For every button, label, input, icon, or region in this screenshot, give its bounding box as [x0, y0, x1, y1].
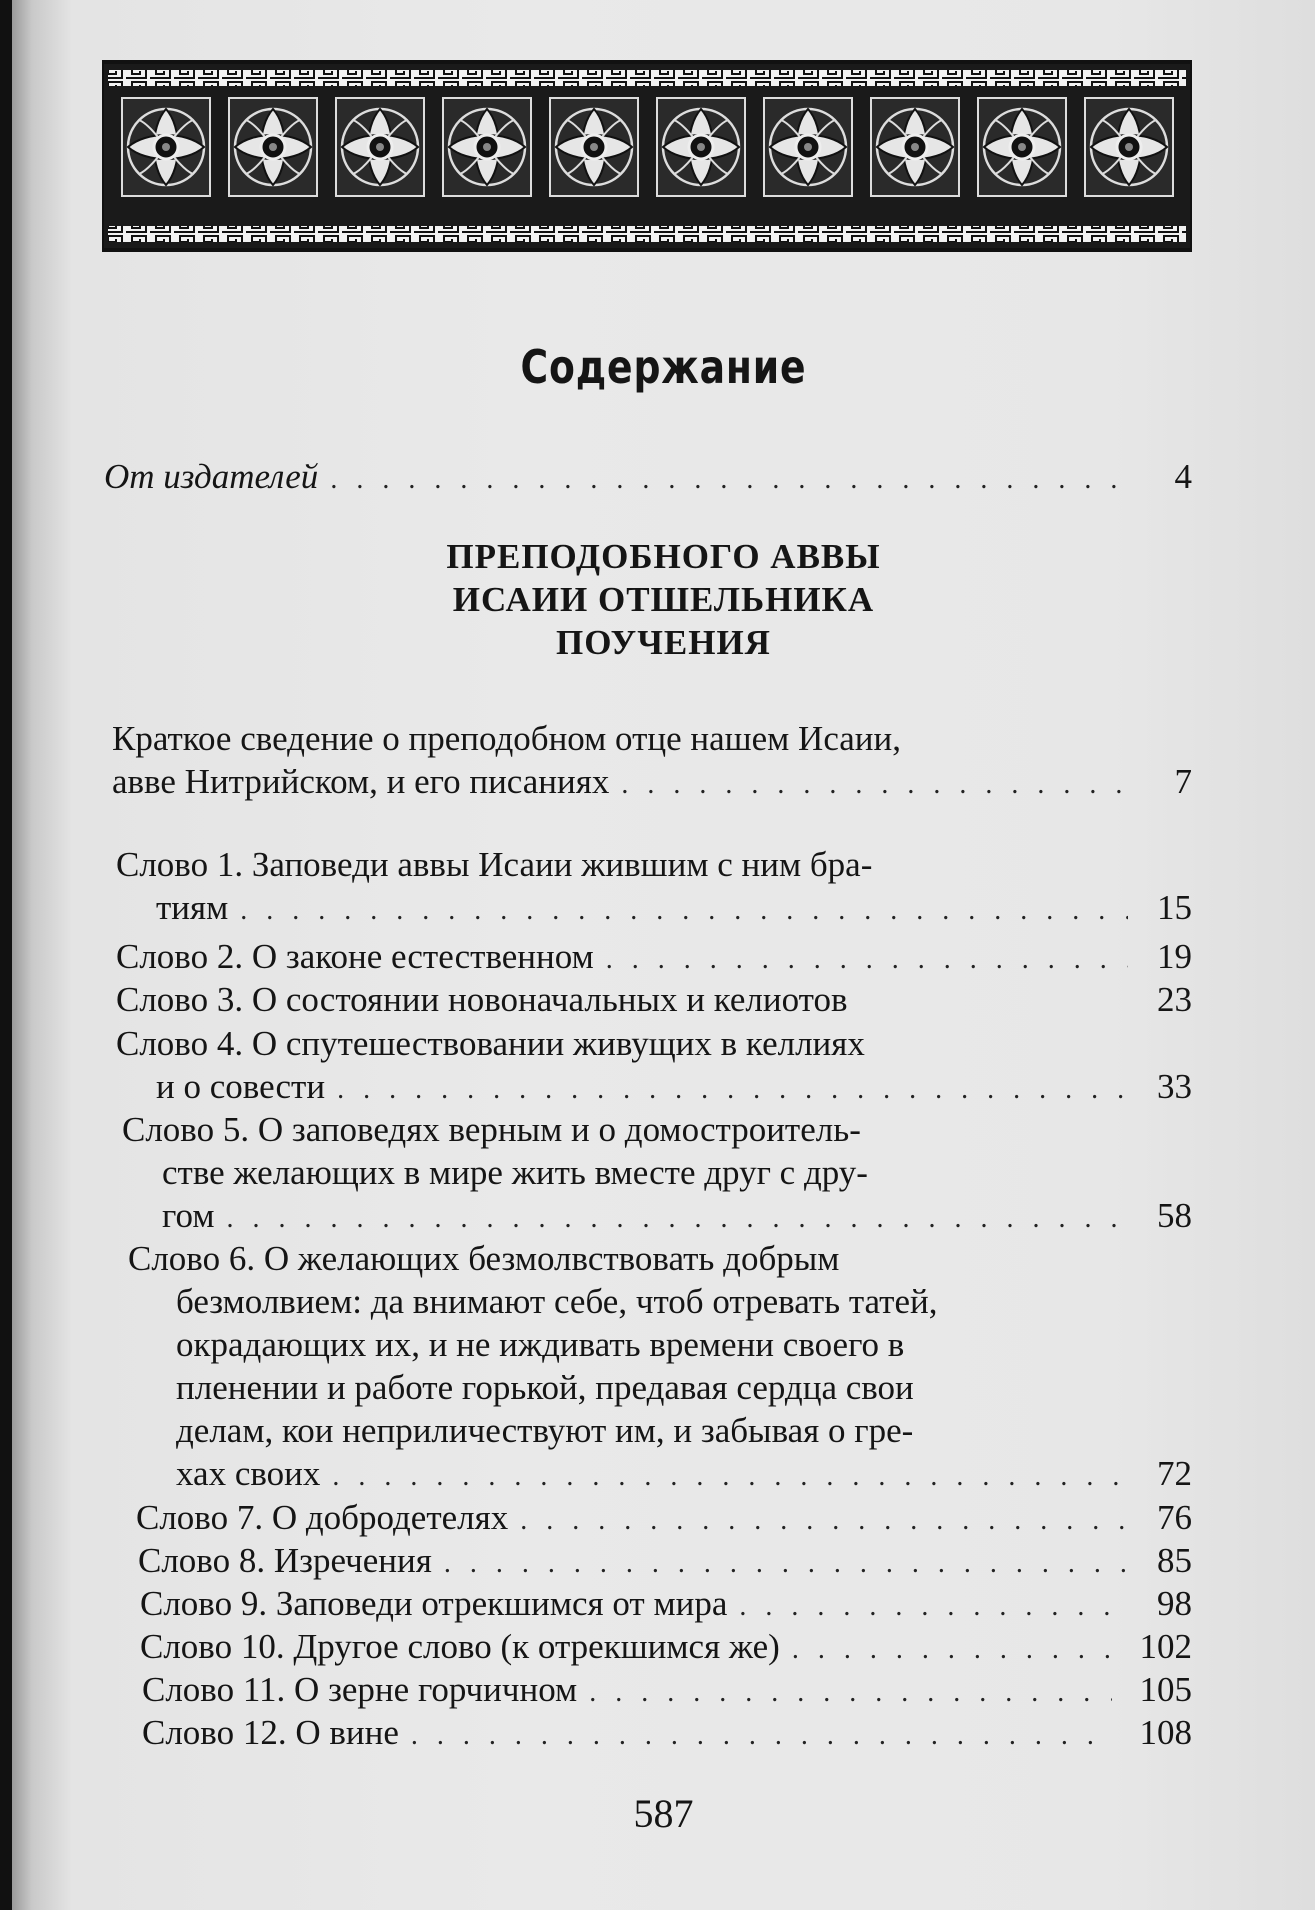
toc-page-number: 15: [1157, 888, 1192, 927]
toc-entry: [140, 1582, 1192, 1628]
book-page: [12, 0, 1315, 1910]
toc-page-number: 102: [1139, 1627, 1192, 1666]
toc-entry-line: авве Нитрийском, и его писаниях: [112, 762, 610, 801]
toc-entry-line: безмолвием: да внимают себе, чтоб отревать татей,: [176, 1282, 938, 1321]
toc-entry-line: Слово 9. Заповеди отрекшимся от мира: [140, 1584, 728, 1623]
leader-dots: [606, 938, 1128, 981]
toc-entry-line: Слово 5. О заповедях верным и о домостроитель-: [122, 1110, 861, 1149]
leader-dots: [226, 1197, 1128, 1240]
toc-entry-line: Слово 11. О зерне горчичном: [142, 1670, 578, 1709]
toc-page-number: 33: [1157, 1067, 1192, 1106]
leader-dots: [739, 1585, 1128, 1628]
toc-entry-line: пленении и работе горькой, предавая сердца свои: [176, 1368, 914, 1407]
toc-page-number: 98: [1157, 1584, 1192, 1623]
section-heading-line2: ИСАИИ ОТШЕЛЬНИКА: [452, 580, 875, 619]
leader-dots: [520, 1499, 1128, 1542]
page-title: Содержание: [520, 340, 807, 394]
toc-page-number: 4: [1174, 457, 1192, 496]
toc-entry-line: Слово 10. Другое слово (к отрекшимся же): [140, 1627, 780, 1666]
table-of-contents: [12, 0, 1315, 1910]
toc-entry-line: Слово 12. О вине: [142, 1713, 399, 1752]
toc-page-number: 76: [1157, 1498, 1192, 1537]
toc-entry: [116, 843, 1192, 932]
toc-entry: [112, 717, 1192, 806]
toc-entry: [140, 1625, 1192, 1671]
toc-entry: [138, 1539, 1192, 1585]
toc-entry-label: От издателей: [104, 457, 319, 496]
page-number: 587: [633, 1791, 694, 1836]
leader-dots: [240, 889, 1128, 932]
toc-entry-line: хах своих: [176, 1454, 321, 1493]
leader-dots: [411, 1714, 1112, 1757]
leader-dots: [589, 1671, 1112, 1714]
leader-dots: [337, 1068, 1128, 1111]
toc-entry: [136, 1496, 1192, 1542]
leader-dots: [332, 1455, 1128, 1498]
toc-entry: [116, 1022, 1192, 1111]
toc-entry: [116, 935, 1192, 981]
toc-entry-line: Слово 1. Заповеди аввы Исаии жившим с ним бра-: [116, 845, 873, 884]
toc-entry-line: Слово 6. О желающих безмолвствовать добрым: [128, 1239, 840, 1278]
toc-page-number: 85: [1157, 1541, 1192, 1580]
toc-page-number: 23: [1157, 980, 1192, 1019]
toc-entry-intro: [104, 455, 1192, 501]
toc-entry: [142, 1711, 1192, 1757]
toc-entry-line: тиям: [156, 888, 229, 927]
toc-entry: [128, 1237, 1192, 1498]
toc-entry-line: Краткое сведение о преподобном отце нашем Исаии,: [112, 719, 902, 758]
toc-page-number: 105: [1139, 1670, 1192, 1709]
toc-entry-line: Слово 3. О состоянии новоначальных и келиотов: [116, 980, 848, 1019]
toc-entry-line: стве желающих в мире жить вместе друг с дру-: [162, 1153, 868, 1192]
toc-entry: [122, 1108, 1192, 1240]
leader-dots: [444, 1542, 1128, 1585]
toc-entry-line: Слово 2. О законе естественном: [116, 937, 594, 976]
toc-entry-line: Слово 4. О спутешествовании живущих в келлиях: [116, 1024, 865, 1063]
toc-page-number: 7: [1174, 762, 1192, 801]
toc-entry-line: гом: [162, 1196, 215, 1235]
toc-entry-line: Слово 8. Изречения: [138, 1541, 432, 1580]
toc-entry-line: и о совести: [156, 1067, 326, 1106]
toc-entry: [116, 978, 1192, 1021]
toc-entry: [142, 1668, 1192, 1714]
toc-page-number: 108: [1139, 1713, 1192, 1752]
section-heading-line3: ПОУЧЕНИЯ: [556, 623, 771, 662]
toc-entry-line: делам, кои неприличествуют им, и забывая о гре-: [176, 1411, 914, 1450]
leader-dots: [792, 1628, 1112, 1671]
toc-page-number: 58: [1157, 1196, 1192, 1235]
toc-entry-line: окрадающих их, и не иждивать времени своего в: [176, 1325, 905, 1364]
leader-dots: [621, 763, 1128, 806]
section-heading-line1: ПРЕПОДОБНОГО АВВЫ: [446, 537, 881, 576]
leader-dots: [330, 458, 1118, 501]
toc-page-number: 19: [1157, 937, 1192, 976]
toc-page-number: 72: [1157, 1454, 1192, 1493]
toc-entry-line: Слово 7. О добродетелях: [136, 1498, 509, 1537]
